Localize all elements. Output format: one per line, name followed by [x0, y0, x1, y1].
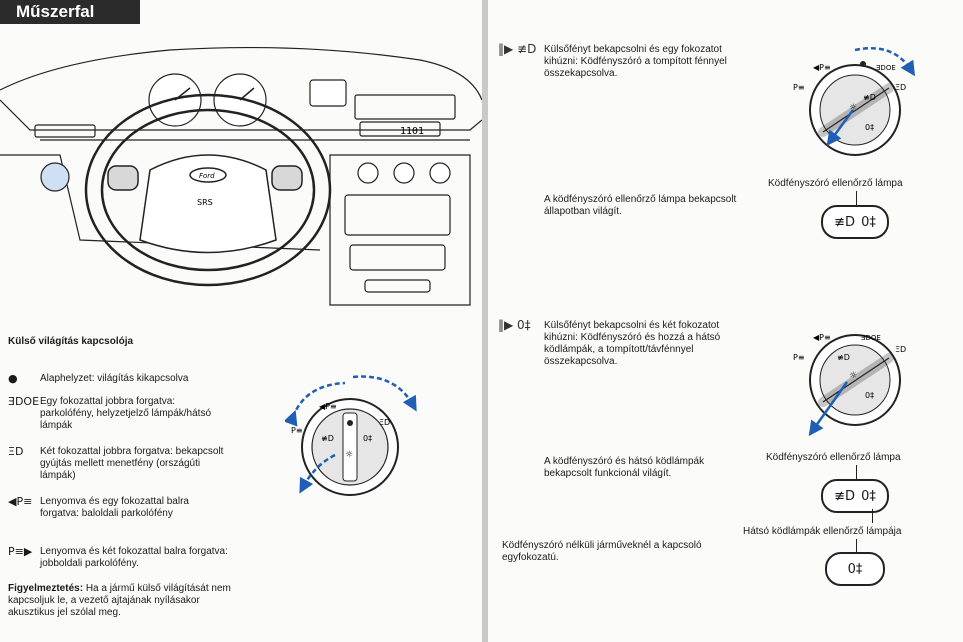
- fog-lamp-indicator-caption-2: Ködfényszóró ellenőrző lámpa: [766, 452, 901, 463]
- srs-label: SRS: [197, 198, 213, 207]
- front-fog-icon: ‖▶ ≢D: [498, 42, 537, 56]
- footnote: Ködfényszóró nélküli járműveknél a kapcsoló egyfokozatú.: [502, 540, 702, 563]
- right-page: [488, 0, 963, 642]
- caption-pointer: [872, 509, 873, 523]
- svg-text:P≡: P≡: [793, 353, 805, 362]
- fog-lamp-indicator-1: [821, 205, 889, 239]
- rear-fog-indicator-caption: Hátsó ködlámpák ellenőrző lámpája: [743, 526, 902, 537]
- fog-lamp-indicator-caption-1: Ködfényszóró ellenőrző lámpa: [768, 178, 903, 189]
- block1-text: Külsőfényt bekapcsolni és egy fokozatot kihúzni: Ködfényszóró a tompított fénnyel összekapcsolva.: [544, 44, 727, 79]
- svg-text:≢D: ≢D: [321, 434, 334, 443]
- svg-text:◀P≡: ◀P≡: [813, 333, 831, 342]
- svg-text:0‡: 0‡: [865, 391, 875, 400]
- svg-text:ΞD: ΞD: [895, 83, 907, 92]
- svg-text:ƎDOE: ƎDOE: [861, 334, 881, 342]
- dashboard-illustration: [0, 40, 482, 315]
- block1-desc: A ködfényszóró ellenőrző lámpa bekapcsolt állapotban világít.: [544, 194, 737, 217]
- svg-text:≢D: ≢D: [837, 353, 850, 362]
- svg-text:☼: ☼: [849, 103, 858, 113]
- right-parking-icon: P≡▶: [8, 545, 33, 558]
- svg-text:☼: ☼: [345, 450, 354, 460]
- rear-fog-lamp-icon: 0‡: [861, 488, 876, 504]
- rear-fog-lamp-icon: 0‡: [847, 561, 863, 577]
- warning-label: Figyelmeztetés:: [8, 583, 84, 594]
- front-fog-lamp-icon: ≢D: [834, 214, 856, 230]
- block2-desc: A ködfényszóró és hátsó ködlámpák bekapcsolt funkcionál világít.: [544, 456, 705, 479]
- block2-text: Külsőfényt bekapcsolni és két fokozatot kihúzni: Ködfényszóró és hozzá a hátsó ködlámpák, a tompított/távfénnyel összekapcsolva.: [544, 320, 721, 367]
- rear-fog-icon: ‖▶ 0‡: [498, 318, 531, 332]
- caption-pointer: [856, 465, 857, 479]
- rear-fog-lamp-icon: 0‡: [861, 214, 876, 230]
- brand-logo-text: Ford: [199, 172, 215, 180]
- svg-text:ΞD: ΞD: [895, 345, 907, 354]
- fog-switch-knob-2: [793, 312, 933, 442]
- svg-text:ƎDOE: ƎDOE: [876, 64, 896, 72]
- off-icon: ●: [8, 372, 18, 385]
- svg-text:◀P≡: ◀P≡: [813, 63, 831, 72]
- front-fog-lamp-icon: ≢D: [834, 488, 856, 504]
- svg-text:ΞD: ΞD: [379, 418, 391, 427]
- left-parking-icon: ◀P≡: [8, 495, 33, 508]
- low-beam-icon: ΞD: [8, 445, 24, 458]
- light-switch-knob-diagram: [285, 365, 445, 505]
- svg-text:☼: ☼: [849, 371, 858, 381]
- clock-display: 1101: [400, 126, 425, 137]
- parking-light-icon: ƎDOE: [8, 395, 40, 408]
- fog-lamp-indicator-2: [821, 479, 889, 513]
- caption-pointer: [856, 191, 857, 205]
- svg-text:P≡: P≡: [793, 83, 805, 92]
- svg-text:P≡: P≡: [291, 426, 303, 435]
- svg-text:◀P≡: ◀P≡: [319, 402, 337, 411]
- rear-fog-indicator: [825, 552, 885, 586]
- warning-note: Figyelmeztetés: Ha a jármű külső világítását nem kapcsoljuk le, a vezető ajtajának nyílásakor akusztikus jel szólal meg.: [8, 583, 231, 618]
- svg-text:≢D: ≢D: [863, 93, 876, 102]
- caption-pointer: [856, 539, 857, 552]
- page-title: Műszerfal: [0, 0, 140, 24]
- fog-switch-knob-1: [793, 40, 933, 160]
- light-switch-heading: Külső világítás kapcsolója: [8, 336, 134, 347]
- svg-text:0‡: 0‡: [865, 123, 875, 132]
- left-page: Műszerfal Ford SRS 1101 Külső világítás kapcsolója ● Alaphelyzet: világítás kikapcsolva ƎDOE Egy fokozattal jobbra forgatva: parkolófény, helyzetjelző lámpák/hátsó lámpák ΞD Két fokozattal jobbra forgatva: bekapcsolt gyújtás mellett menetfény (országúti lámpák) ◀P≡ Lenyomva és egy fokozattal balra forgatva: baloldali parkolófény P≡▶ Lenyomva és két fokozattal balra forgatva: jobboldali parkolófény. Figyelmeztetés: Ha a jármű külső világítását nem kapcsoljuk le, a vezető ajtajának nyílásakor akusztikus jel szólal meg. ≢D 0‡ ☼ P≡ ◀P≡ ΞD: [0, 0, 482, 642]
- svg-text:0‡: 0‡: [363, 434, 373, 443]
